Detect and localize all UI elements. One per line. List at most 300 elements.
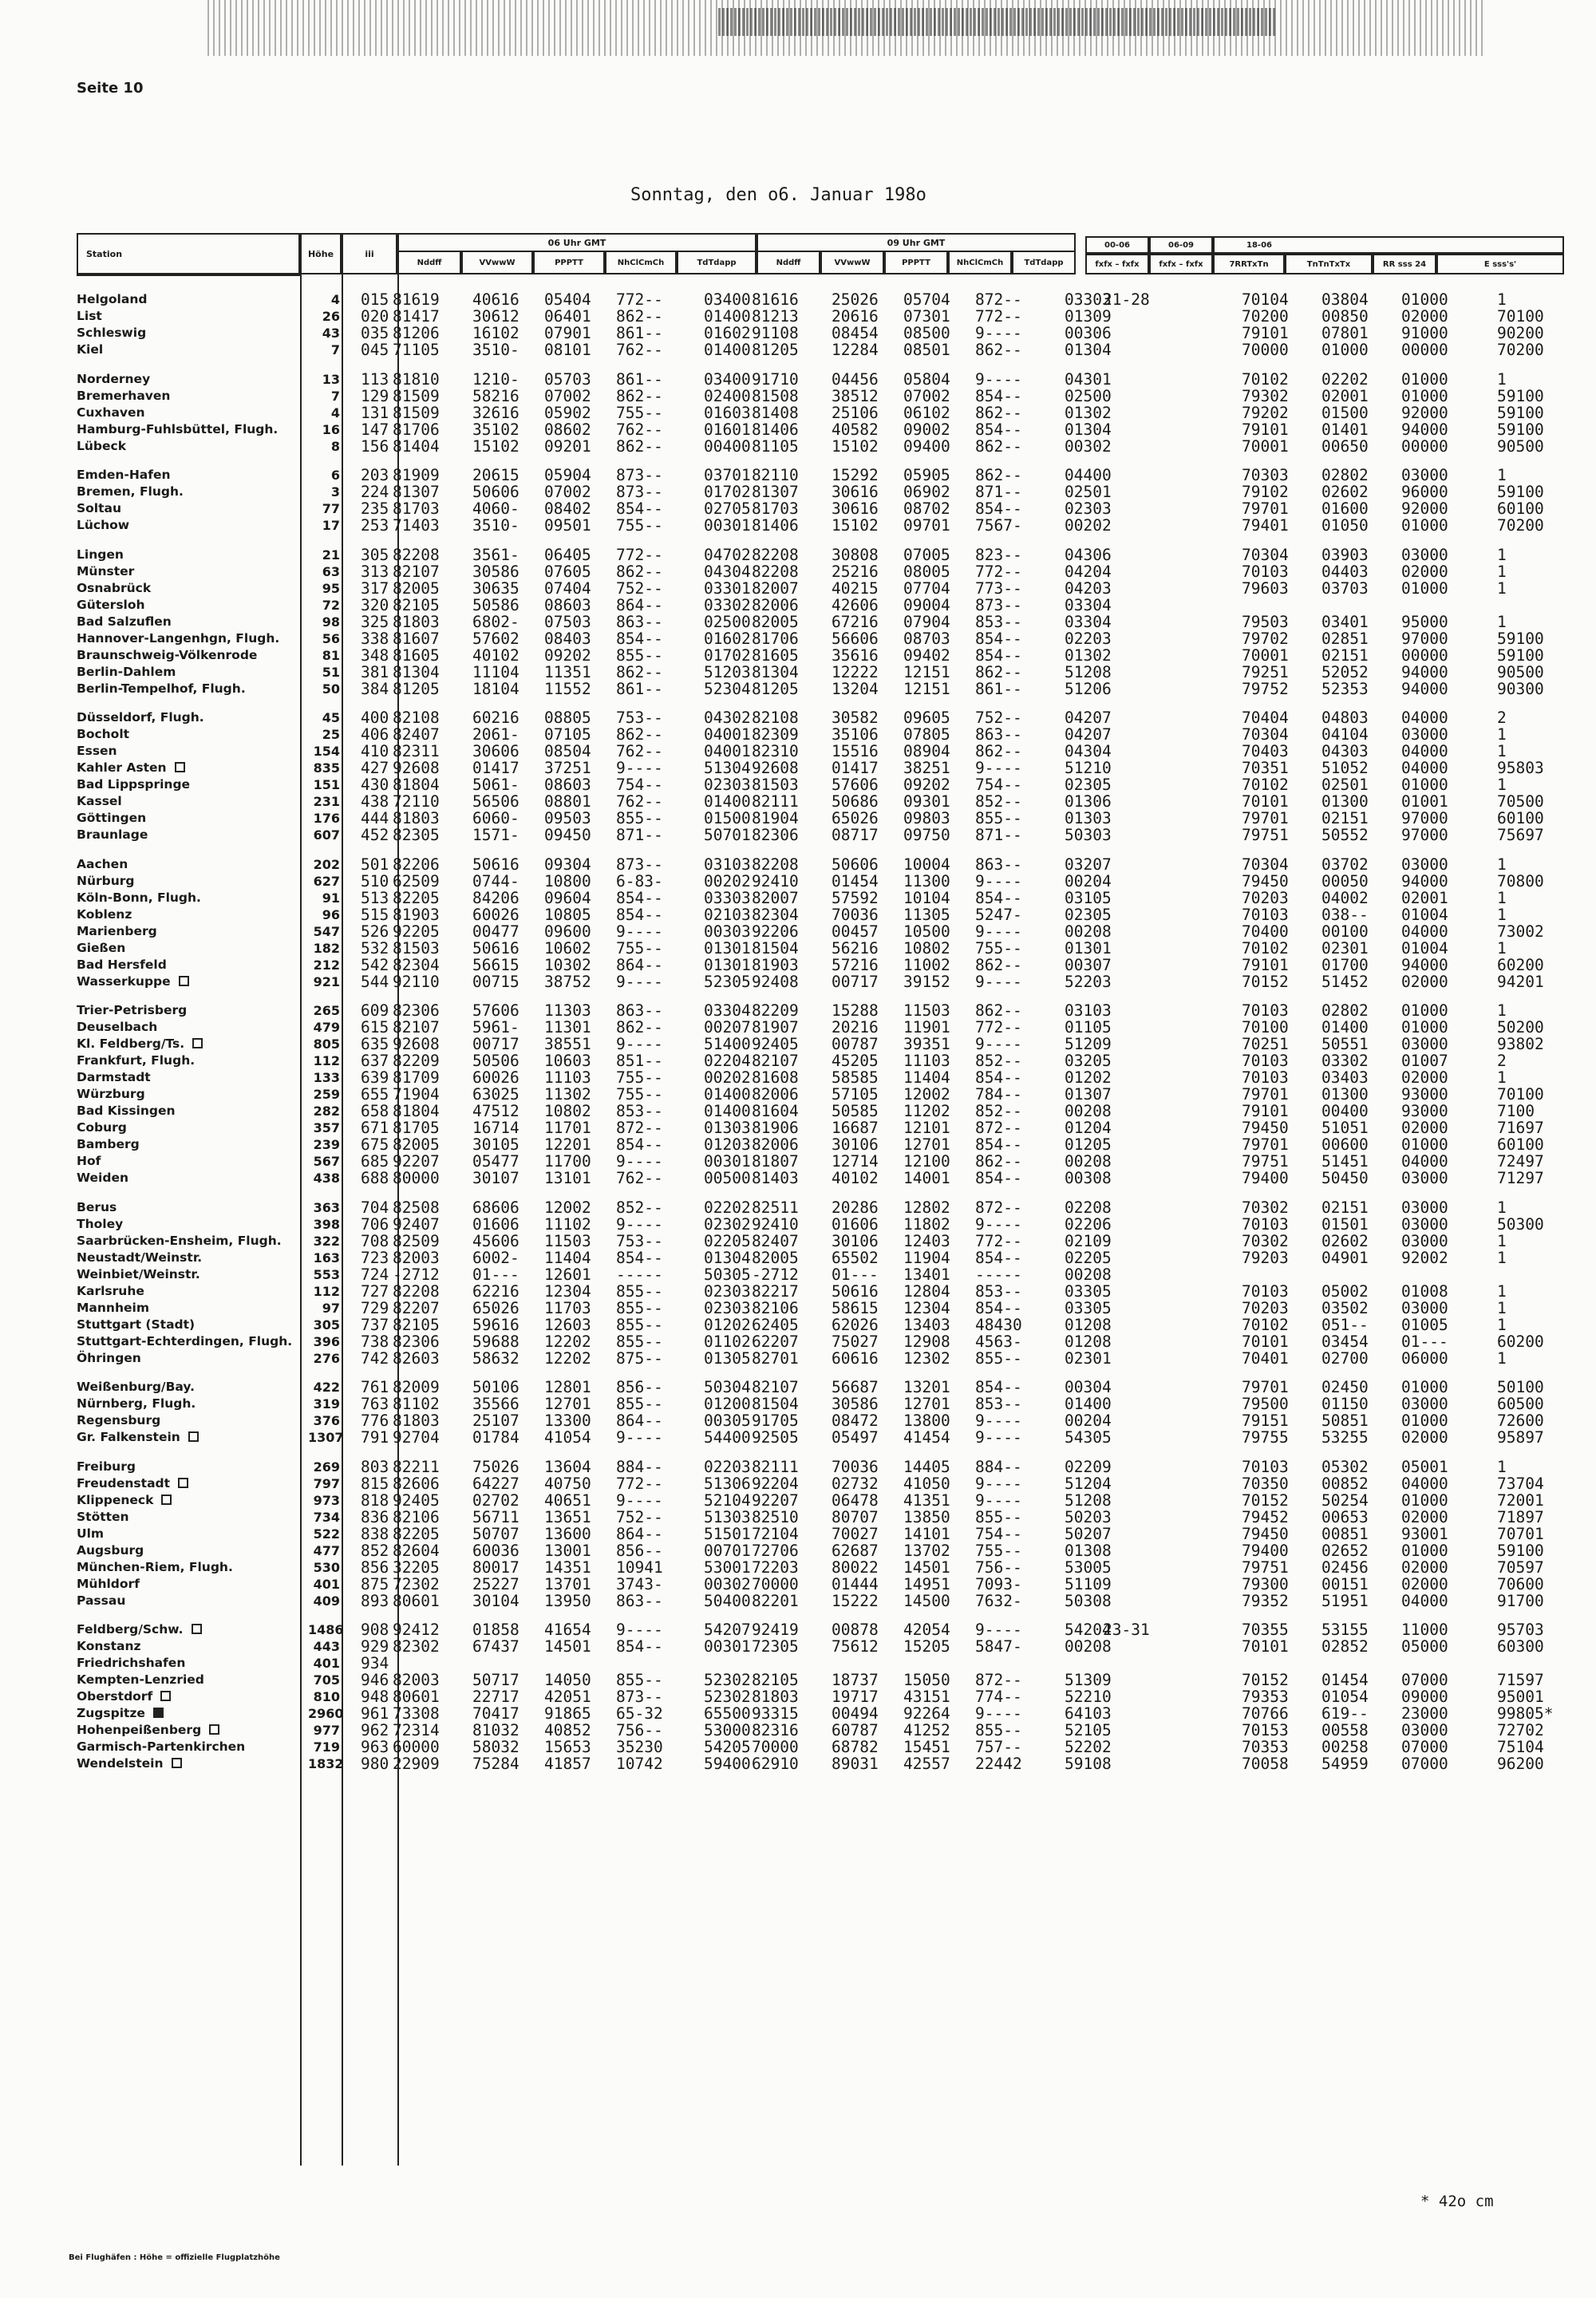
obs-1806-4: 90500 [1497, 662, 1544, 681]
obs-06-3: 10302 [544, 955, 591, 974]
obs-06-3: 15653 [544, 1738, 591, 1756]
obs-06-2: 67437 [472, 1637, 519, 1656]
station-name: Klippeneck [77, 1492, 172, 1509]
obs-09-3: 12100 [903, 1152, 950, 1171]
obs-1806-1: 79751 [1242, 1558, 1289, 1577]
obs-1806-1: 79701 [1242, 1135, 1289, 1154]
station-name: Freudenstadt [77, 1475, 188, 1492]
obs-09-3: 14951 [903, 1574, 950, 1593]
obs-1806-3: 01000 [1401, 776, 1448, 794]
obs-09-5: 01304 [1065, 341, 1112, 359]
obs-09-5: 04204 [1065, 562, 1112, 581]
obs-06-3: 08801 [544, 792, 591, 811]
obs-1806-3: 07000 [1401, 1671, 1448, 1689]
obs-06-3: 10603 [544, 1052, 591, 1070]
obs-06-3: 08402 [544, 499, 591, 518]
station-hoehe: 43 [322, 326, 340, 341]
station-iii: 838 [361, 1524, 389, 1543]
obs-06-5: 02705 [704, 499, 751, 518]
header-09-gmt: 09 Uhr GMT [757, 233, 1076, 251]
obs-06-1: 92608 [393, 759, 440, 777]
obs-09-1: 82007 [752, 888, 799, 907]
obs-09-2: 01454 [832, 871, 879, 890]
obs-09-4: 772-- [975, 1018, 1022, 1036]
table-row [77, 630, 1577, 647]
obs-06-4: 772-- [616, 1474, 663, 1493]
station-iii: 675 [361, 1135, 389, 1154]
obs-06-2: 3510- [472, 341, 519, 359]
obs-06-4: 864-- [616, 1524, 663, 1543]
obs-09-2: 25216 [832, 562, 879, 581]
obs-09-1: 82309 [752, 725, 799, 744]
header-extra-col-6: E sss's' [1436, 254, 1564, 274]
obs-1806-2: 03804 [1321, 290, 1369, 309]
obs-09-5: 52210 [1065, 1688, 1112, 1706]
station-hoehe: 112 [313, 1053, 340, 1068]
obs-09-2: 20616 [832, 307, 879, 326]
obs-09-4: 862-- [975, 436, 1022, 456]
obs-06-4: 871-- [616, 826, 663, 844]
obs-06-4: 855-- [616, 1281, 663, 1301]
page-title: Sonntag, den o6. Januar 198o [630, 185, 926, 205]
obs-09-1: 62405 [752, 1315, 799, 1334]
obs-06-3: 13651 [544, 1507, 591, 1526]
table-row [77, 1459, 1577, 1475]
obs-06-5: 02400 [704, 386, 751, 405]
obs-1806-3: 05000 [1401, 1637, 1448, 1656]
obs-1806-4: 70200 [1497, 341, 1544, 359]
obs-1806-2: 03903 [1321, 545, 1369, 564]
obs-06-1: 82206 [393, 855, 440, 874]
station-hoehe: 265 [313, 1003, 340, 1018]
obs-1806-2: 07801 [1321, 324, 1369, 342]
obs-06-3: 11301 [544, 1018, 591, 1036]
obs-06-3: 11703 [544, 1298, 591, 1317]
obs-06-2: 75284 [472, 1755, 519, 1773]
station-iii: 381 [361, 662, 389, 681]
station-hoehe: 182 [313, 940, 340, 956]
obs-1806-4: 1 [1497, 725, 1507, 744]
obs-09-1: 93315 [752, 1704, 799, 1723]
page-number: Seite 10 [77, 80, 144, 97]
obs-06-5: 51303 [704, 1507, 751, 1526]
obs-1806-2: 02802 [1321, 1001, 1369, 1020]
table-row [77, 1350, 1577, 1367]
obs-06-5: 04001 [704, 725, 751, 744]
mountain-station-icon [172, 1758, 182, 1768]
obs-06-2: 18104 [472, 679, 519, 698]
obs-06-5: 01304 [704, 1248, 751, 1267]
obs-06-1: 22909 [393, 1755, 440, 1773]
obs-06-3: 12603 [544, 1315, 591, 1334]
obs-09-5: 00307 [1065, 955, 1112, 974]
obs-1806-4: 1 [1497, 612, 1507, 631]
table-row [77, 325, 1577, 342]
obs-06-2: 58632 [472, 1348, 519, 1368]
table-row [77, 1576, 1577, 1593]
obs-06-2: 1210- [472, 369, 519, 389]
obs-1806-3: 02000 [1401, 1507, 1448, 1526]
obs-06-1: 82209 [393, 1052, 440, 1070]
obs-09-3: 12804 [903, 1281, 950, 1301]
obs-06-2: 2061- [472, 725, 519, 744]
obs-06-1: 82207 [393, 1298, 440, 1317]
obs-1806-2: 50552 [1321, 826, 1369, 844]
obs-1806-1: 70102 [1242, 938, 1289, 958]
station-iii: 929 [361, 1637, 389, 1656]
obs-09-4: 862-- [975, 341, 1022, 359]
station-iii: 688 [361, 1169, 389, 1187]
obs-09-1: 82310 [752, 742, 799, 760]
station-hoehe: 973 [313, 1492, 340, 1508]
obs-06-3: 09503 [544, 809, 591, 827]
obs-09-2: 57105 [832, 1085, 879, 1104]
obs-06-4: 862-- [616, 307, 663, 326]
mountain-station-icon [178, 1478, 188, 1488]
obs-06-2: 35102 [472, 420, 519, 439]
obs-06-1: 72302 [393, 1574, 440, 1593]
obs-1806-4: 1 [1497, 1298, 1507, 1317]
obs-06-1: 81619 [393, 290, 440, 309]
obs-09-3: 06102 [903, 403, 950, 422]
obs-09-2: 80022 [832, 1558, 879, 1577]
obs-09-4: 873-- [975, 595, 1022, 614]
obs-09-4: 7567- [975, 516, 1022, 535]
obs-06-1: 82304 [393, 955, 440, 974]
obs-1806-1: 79101 [1242, 955, 1289, 974]
obs-09-4: 852-- [975, 1102, 1022, 1120]
station-name: Zugspitze [77, 1705, 164, 1722]
table-row [77, 1250, 1577, 1266]
mountain-station-filled-icon [153, 1708, 164, 1718]
mountain-station-icon [192, 1038, 203, 1048]
table-row [77, 776, 1577, 793]
obs-1806-2: 01454 [1321, 1671, 1369, 1689]
station-hoehe: 3 [330, 484, 340, 499]
obs-06-4: 854-- [616, 888, 663, 907]
obs-09-1: 91705 [752, 1412, 799, 1430]
obs-1806-4: 90200 [1497, 324, 1544, 342]
obs-09-4: 854-- [975, 1169, 1022, 1187]
obs-09-3: 15205 [903, 1637, 950, 1656]
obs-06-2: 22717 [472, 1688, 519, 1706]
obs-09-1: 92410 [752, 1214, 799, 1234]
station-iii: 430 [361, 776, 389, 794]
obs-09-3: 07704 [903, 578, 950, 598]
obs-06-2: 50616 [472, 855, 519, 874]
obs-1806-2: 02852 [1321, 1637, 1369, 1656]
obs-09-4: 854-- [975, 420, 1022, 439]
obs-06-1: 81509 [393, 386, 440, 405]
obs-1806-4: 99805* [1497, 1704, 1554, 1723]
obs-09-3: 14001 [903, 1169, 950, 1187]
obs-09-1: 82306 [752, 826, 799, 844]
station-name: Frankfurt, Flugh. [77, 1053, 196, 1068]
obs-09-3: 07002 [903, 386, 950, 405]
obs-06-3: 12601 [544, 1265, 591, 1284]
obs-1806-1: 79503 [1242, 612, 1289, 631]
obs-1806-1: 79353 [1242, 1688, 1289, 1706]
obs-09-3: 05804 [903, 369, 950, 389]
obs-06-1: 81803 [393, 612, 440, 631]
obs-06-5: 01203 [704, 1135, 751, 1154]
obs-1806-2: 51951 [1321, 1591, 1369, 1610]
obs-09-2: 50585 [832, 1102, 879, 1120]
station-iii: 706 [361, 1214, 389, 1234]
obs-1806-3: 02000 [1401, 1068, 1448, 1087]
obs-06-1: 81705 [393, 1119, 440, 1137]
header-extra-06-09: 06-09 [1149, 236, 1213, 254]
obs-06-5: 01301 [704, 955, 751, 974]
station-iii: 515 [361, 905, 389, 924]
obs-09-2: 50686 [832, 792, 879, 811]
obs-1806-2: 03401 [1321, 612, 1369, 631]
obs-06-3: 09600 [544, 922, 591, 941]
obs-1806-1: 79755 [1242, 1428, 1289, 1447]
obs-1806-1: 70766 [1242, 1704, 1289, 1723]
obs-09-1: 82107 [752, 1378, 799, 1396]
station-iii: 045 [361, 341, 389, 359]
obs-06-2: 0744- [472, 871, 519, 890]
obs-1806-3: 01001 [1401, 792, 1448, 811]
obs-06-4: 752-- [616, 578, 663, 598]
station-hoehe: 396 [313, 1333, 340, 1349]
obs-06-5: 52302 [704, 1688, 751, 1706]
obs-06-1: 82005 [393, 1135, 440, 1154]
station-hoehe: 17 [322, 518, 340, 533]
obs-1806-2: 04803 [1321, 709, 1369, 727]
station-name: Braunlage [77, 827, 148, 842]
obs-06-5: 02303 [704, 776, 751, 794]
table-row [77, 371, 1577, 388]
table-row [77, 1509, 1577, 1526]
obs-06-1: -2712 [393, 1265, 440, 1284]
obs-1806-1: 70355 [1242, 1621, 1289, 1639]
obs-09-2: 01606 [832, 1214, 879, 1234]
table-row [77, 1655, 1577, 1672]
obs-06-5: 53001 [704, 1558, 751, 1577]
obs-1806-2: 02456 [1321, 1558, 1369, 1577]
obs-09-4: 854-- [975, 1248, 1022, 1267]
obs-06-3: 05902 [544, 403, 591, 422]
obs-09-4: 772-- [975, 1231, 1022, 1250]
obs-09-5: 02208 [1065, 1198, 1112, 1217]
obs-1806-3: 03000 [1401, 545, 1448, 564]
obs-06-4: 862-- [616, 1018, 663, 1036]
obs-1806-3: 00000 [1401, 646, 1448, 665]
obs-1806-1: 70102 [1242, 1315, 1289, 1334]
obs-09-4: 872-- [975, 1198, 1022, 1217]
obs-09-3: 14501 [903, 1558, 950, 1577]
obs-09-1: 81504 [752, 938, 799, 958]
obs-06-5: 02303 [704, 1281, 751, 1301]
station-name: Passau [77, 1593, 126, 1608]
station-group [77, 1459, 1577, 1609]
station-hoehe: 797 [313, 1475, 340, 1491]
obs-1806-1: 79203 [1242, 1248, 1289, 1267]
obs-09-3: 11305 [903, 905, 950, 924]
obs-1806-3: 01000 [1401, 1541, 1448, 1560]
obs-09-2: 16687 [832, 1119, 879, 1137]
obs-06-5: 00301 [704, 516, 751, 535]
obs-09-1: 81504 [752, 1395, 799, 1413]
obs-09-3: 08702 [903, 499, 950, 518]
obs-1806-2: 01150 [1321, 1395, 1369, 1413]
obs-09-4: 5247- [975, 905, 1022, 924]
station-hoehe: 212 [313, 957, 340, 973]
obs-1806-2: 03703 [1321, 578, 1369, 598]
station-hoehe: 376 [313, 1413, 340, 1428]
station-name: Regensburg [77, 1413, 161, 1427]
obs-09-4: 855-- [975, 1348, 1022, 1368]
obs-09-3: 09402 [903, 646, 950, 665]
mountain-station-icon [188, 1431, 199, 1442]
obs-09-5: 01306 [1065, 792, 1112, 811]
obs-06-3: 11351 [544, 662, 591, 681]
obs-09-4: 48430 [975, 1315, 1022, 1334]
obs-06-1: 81903 [393, 905, 440, 924]
obs-09-5: 54305 [1065, 1428, 1112, 1447]
obs-09-3: 12802 [903, 1198, 950, 1217]
header-extra-col-1: fxfx – fxfx [1085, 254, 1149, 274]
obs-1806-1: 70251 [1242, 1035, 1289, 1053]
station-name: Ulm [77, 1526, 105, 1541]
station-iii: 320 [361, 595, 389, 614]
obs-09-5: 04207 [1065, 725, 1112, 744]
obs-09-1: 82510 [752, 1507, 799, 1526]
obs-1806-3: 04000 [1401, 1474, 1448, 1493]
obs-06-5: 02103 [704, 905, 751, 924]
station-iii: 908 [361, 1621, 389, 1639]
obs-09-1: 72203 [752, 1558, 799, 1577]
obs-06-3: 09501 [544, 516, 591, 535]
obs-09-1: 81604 [752, 1102, 799, 1120]
obs-1806-4: 70200 [1497, 516, 1544, 535]
obs-09-5: 51209 [1065, 1035, 1112, 1053]
obs-09-4: 9---- [975, 369, 1022, 389]
obs-06-4: 864-- [616, 1412, 663, 1430]
obs-1806-3: 01004 [1401, 905, 1448, 924]
obs-1806-2: 02602 [1321, 483, 1369, 501]
obs-09-2: 30582 [832, 709, 879, 727]
station-iii: 156 [361, 436, 389, 456]
obs-06-2: 01417 [472, 759, 519, 777]
obs-06-3: 10602 [544, 938, 591, 958]
station-iii: 615 [361, 1018, 389, 1036]
obs-06-5: 01702 [704, 646, 751, 665]
obs-06-4: 772-- [616, 290, 663, 309]
station-iii: 963 [361, 1738, 389, 1756]
station-hoehe: 553 [313, 1266, 340, 1282]
obs-06-2: 56615 [472, 955, 519, 974]
obs-1806-3: 02000 [1401, 972, 1448, 991]
obs-06-2: 50606 [472, 483, 519, 501]
obs-06-3: 38752 [544, 972, 591, 991]
obs-09-4: 862-- [975, 955, 1022, 974]
station-iii: 738 [361, 1332, 389, 1351]
obs-09-1: 81205 [752, 679, 799, 698]
table-row [77, 1317, 1577, 1333]
obs-1806-2: 619-- [1321, 1704, 1369, 1723]
obs-1806-1: 79701 [1242, 1085, 1289, 1104]
obs-09-1: 82005 [752, 612, 799, 631]
table-row [77, 681, 1577, 697]
mountain-station-icon [175, 762, 185, 772]
obs-06-4: 10941 [616, 1558, 663, 1577]
obs-06-1: 71904 [393, 1085, 440, 1104]
obs-06-3: 07002 [544, 483, 591, 501]
obs-06-1: 82211 [393, 1457, 440, 1476]
mountain-station-icon [209, 1724, 219, 1735]
table-row [77, 760, 1577, 776]
station-hoehe: 51 [322, 664, 340, 680]
station-hoehe: 530 [313, 1559, 340, 1575]
obs-1806-2: 00650 [1321, 436, 1369, 456]
obs-06-3: 10800 [544, 871, 591, 890]
obs-09-4: 5847- [975, 1637, 1022, 1656]
header-extra-col-5: RR sss 24 [1373, 254, 1436, 274]
obs-09-3: 10500 [903, 922, 950, 941]
obs-06-3: 08504 [544, 742, 591, 760]
obs-1806-4: 95703 [1497, 1621, 1544, 1639]
obs-06-4: 861-- [616, 369, 663, 389]
station-iii: 761 [361, 1378, 389, 1396]
obs-06-5: 01500 [704, 809, 751, 827]
obs-1806-1: 79450 [1242, 1119, 1289, 1137]
obs-06-5: 01603 [704, 403, 751, 422]
obs-09-1: 81403 [752, 1169, 799, 1187]
obs-06-5: 01400 [704, 1102, 751, 1120]
obs-1806-2: 50551 [1321, 1035, 1369, 1053]
station-name: Osnabrück [77, 580, 152, 595]
obs-09-3: 92264 [903, 1704, 950, 1723]
station-group [77, 547, 1577, 697]
obs-1806-3: 95000 [1401, 612, 1448, 631]
obs-06-1: 82509 [393, 1231, 440, 1250]
obs-06-1: 82306 [393, 1001, 440, 1020]
obs-06-1: 92608 [393, 1035, 440, 1053]
station-hoehe: 322 [313, 1233, 340, 1249]
obs-09-5: 01208 [1065, 1332, 1112, 1351]
obs-09-3: 12701 [903, 1395, 950, 1413]
obs-06-3: 14501 [544, 1637, 591, 1656]
obs-06-4: 9---- [616, 922, 663, 941]
obs-06-4: 863-- [616, 1591, 663, 1610]
obs-06-5: 00301 [704, 1637, 751, 1656]
obs-06-2: 40102 [472, 646, 519, 665]
table-row [77, 1002, 1577, 1019]
obs-1806-1: 79500 [1242, 1395, 1289, 1413]
obs-1806-2: 00258 [1321, 1738, 1369, 1756]
obs-06-5: 54205 [704, 1738, 751, 1756]
obs-09-1: 82209 [752, 1001, 799, 1020]
obs-06-1: 81909 [393, 466, 440, 484]
obs-1806-4: 59100 [1497, 386, 1544, 405]
obs-09-3: 13800 [903, 1412, 950, 1430]
obs-09-4: 754-- [975, 1524, 1022, 1543]
obs-1806-2: 02151 [1321, 809, 1369, 827]
obs-06-3: 06401 [544, 307, 591, 326]
obs-09-1: 81508 [752, 386, 799, 405]
station-iii: 609 [361, 1001, 389, 1020]
obs-1806-4: 1 [1497, 545, 1507, 564]
station-iii: 203 [361, 466, 389, 484]
obs-1806-2: 51451 [1321, 1152, 1369, 1171]
obs-06-4: 9---- [616, 1491, 663, 1510]
table-row [77, 1672, 1577, 1688]
obs-09-2: 50606 [832, 855, 879, 874]
obs-09-4: 9---- [975, 759, 1022, 777]
